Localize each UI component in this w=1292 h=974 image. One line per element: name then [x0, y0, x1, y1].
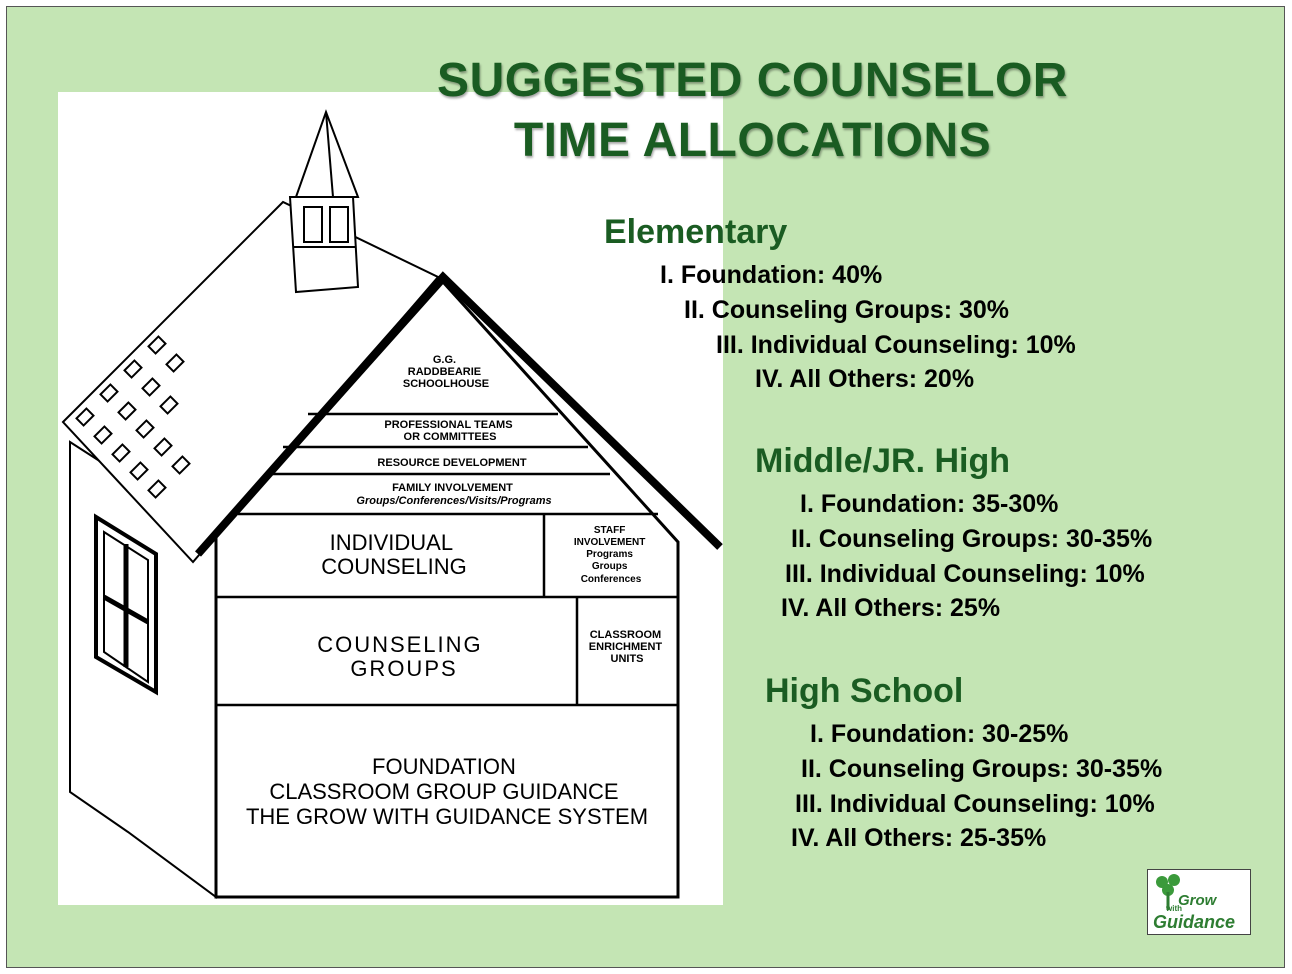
elementary-item: I. Foundation: 40%: [660, 261, 883, 289]
elementary-item: IV. All Others: 20%: [755, 365, 975, 393]
resource-development-label: RESOURCE DEVELOPMENT: [377, 457, 527, 469]
logo-text-grow: Grow: [1178, 892, 1217, 909]
counseling-groups-label: COUNSELING GROUPS: [317, 632, 483, 681]
classroom-enrichment-label: CLASSROOM ENRICHMENT UNITS: [588, 629, 663, 665]
middle-item: II. Counseling Groups: 30-35%: [791, 525, 1153, 553]
middle-item: I. Foundation: 35-30%: [800, 490, 1059, 518]
gable-top-label: G.G. RADDBEARIE SCHOOLHOUSE: [402, 354, 490, 390]
elementary-heading: Elementary: [604, 213, 788, 251]
foundation-label: FOUNDATION CLASSROOM GROUP GUIDANCE THE GROW WITH GUIDANCE SYSTEM: [245, 754, 649, 829]
grow-with-guidance-logo: [1147, 869, 1251, 935]
individual-counseling-label: INDIVIDUAL COUNSELING: [321, 530, 467, 579]
professional-teams-label: PROFESSIONAL TEAMS OR COMMITTEES: [384, 419, 513, 443]
logo-text-with: with: [1166, 904, 1182, 913]
elementary-item: II. Counseling Groups: 30%: [684, 296, 1010, 324]
elementary-item: III. Individual Counseling: 10%: [716, 331, 1076, 359]
middle-item: IV. All Others: 25%: [781, 594, 1001, 622]
high-item: IV. All Others: 25-35%: [791, 824, 1047, 852]
cupola: [290, 112, 358, 292]
middle-item: III. Individual Counseling: 10%: [785, 560, 1145, 588]
logo-text-guidance: Guidance: [1153, 912, 1236, 932]
middle-heading: Middle/JR. High: [755, 442, 1010, 480]
high-item: III. Individual Counseling: 10%: [795, 790, 1155, 818]
page-title-line1: SUGGESTED COUNSELOR: [437, 54, 1068, 107]
staff-involvement-label: STAFF INVOLVEMENT Programs Groups Conferences: [573, 525, 646, 585]
high-item: II. Counseling Groups: 30-35%: [801, 755, 1163, 783]
page-title-line2: TIME ALLOCATIONS: [513, 114, 992, 167]
high-item: I. Foundation: 30-25%: [810, 720, 1069, 748]
family-involvement-label: FAMILY INVOLVEMENT Groups/Conferences/Visits/Programs: [356, 482, 552, 507]
high-heading: High School: [765, 672, 964, 710]
